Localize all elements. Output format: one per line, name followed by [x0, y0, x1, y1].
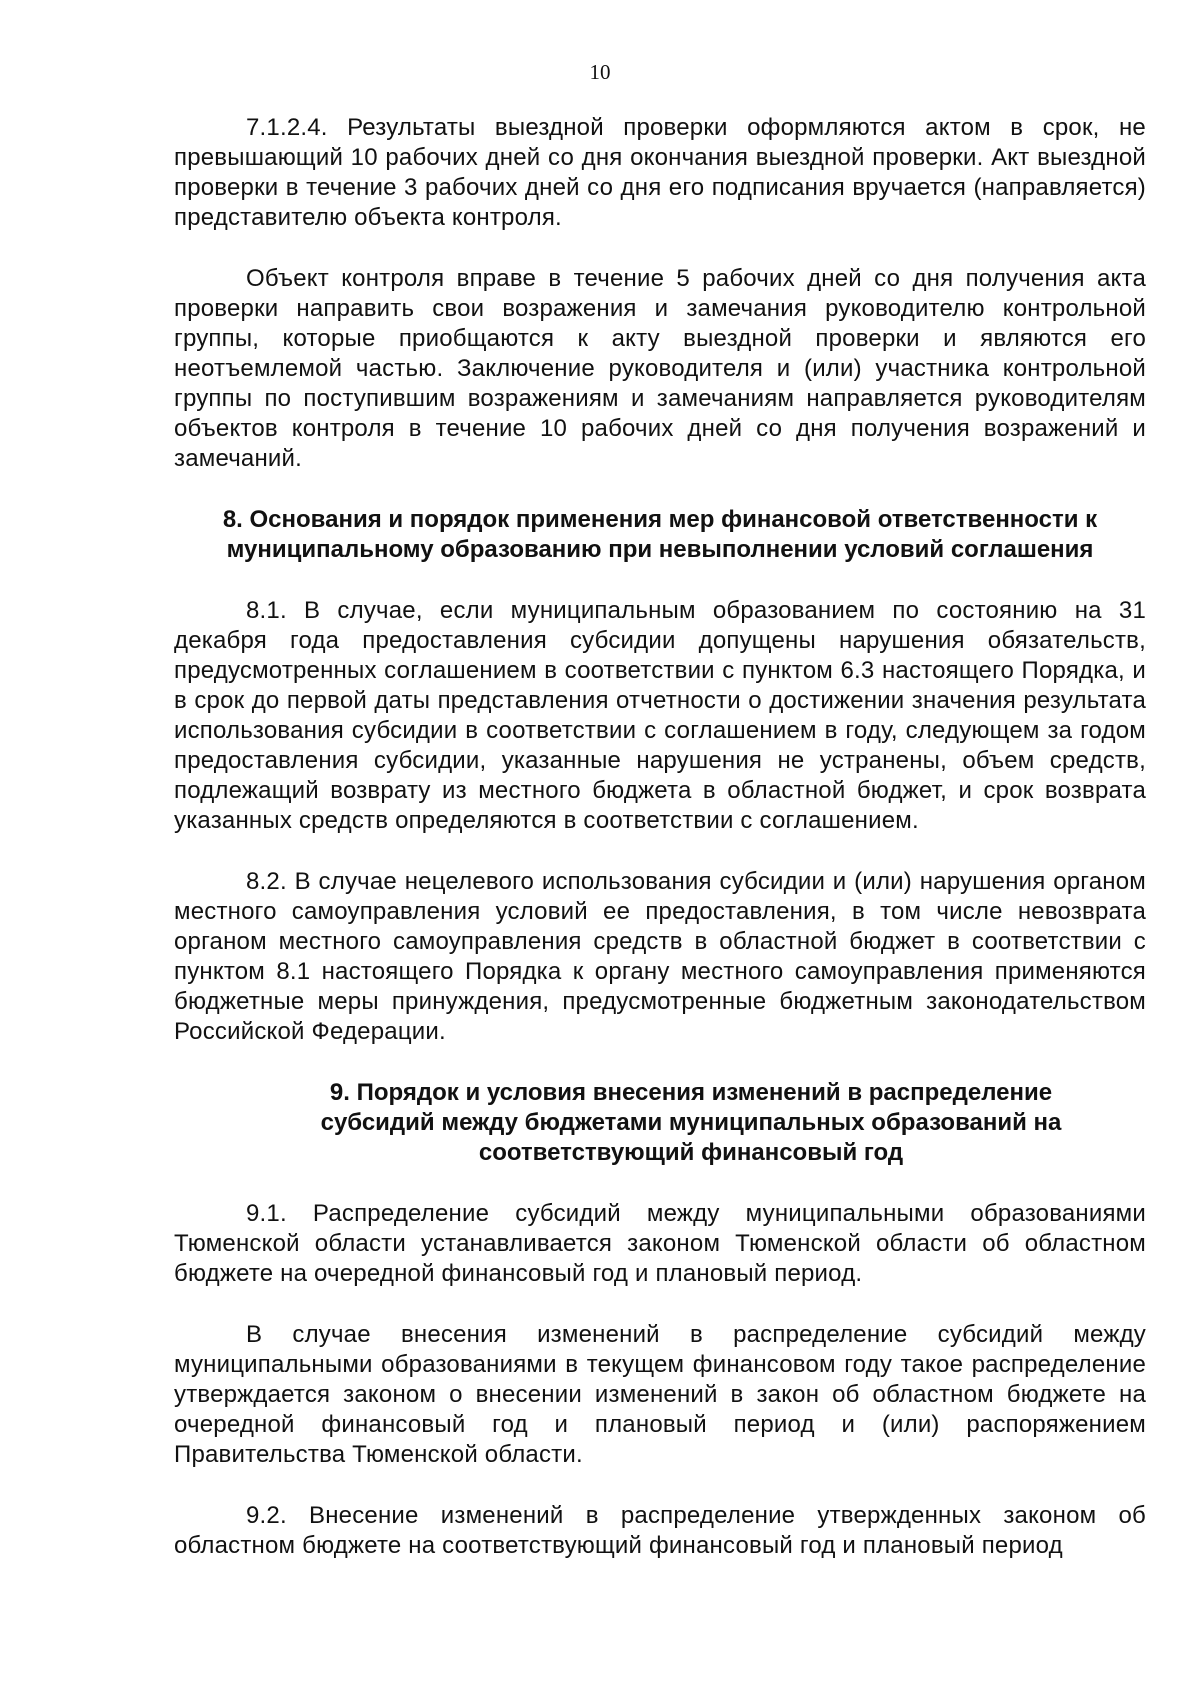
section-8-heading: 8. Основания и порядок применения мер финансовой ответственности к муниципальному образованию при невыполнении условий соглашения — [222, 506, 1098, 563]
document-body — [174, 113, 1146, 1561]
page-number: 10 — [589, 60, 611, 84]
paragraph-9-1: 9.1. Распределение субсидий между муниципальными образованиями Тюменской области устанавливается законом Тюменской области об областном бюджете на очередной финансовый год и плановый период. — [174, 1200, 1146, 1287]
paragraph-8-2: 8.2. В случае нецелевого использования субсидии и (или) нарушения органом местного самоуправления условий ее предоставления, в том числе невозврата органом местного самоуправления средств в областной бюджет в соответствии с пунктом 8.1 настоящего Порядка к органу местного самоуправления применяются бюджетные меры принуждения, предусмотренные бюджетным законодательством Российской Федерации. — [174, 868, 1146, 1045]
paragraph-7-1-2-4: 7.1.2.4. Результаты выездной проверки оформляются актом в срок, не превышающий 10 рабочих дней со дня окончания выездной проверки. Акт выездной проверки в течение 3 рабочих дней со дня его подписания вручается (направляется) представителю объекта контроля. — [174, 114, 1146, 231]
paragraph-objection: Объект контроля вправе в течение 5 рабочих дней со дня получения акта проверки направить свои возражения и замечания руководителю контрольной группы, которые приобщаются к акту выездной проверки и являются его неотъемлемой частью. Заключение руководителя и (или) участника контрольной группы по поступившим возражениям и замечаниям направляется руководителям объектов контроля в течение 10 рабочих дней со дня получения возражений и замечаний. — [174, 265, 1146, 472]
paragraph-9-2: 9.2. Внесение изменений в распределение утвержденных законом об областном бюджете на соответствующий финансовый год и плановый период — [174, 1502, 1146, 1559]
paragraph-8-1: 8.1. В случае, если муниципальным образованием по состоянию на 31 декабря года предоставления субсидии допущены нарушения обязательств, предусмотренных соглашением в соответствии с пунктом 6.3 настоящего Порядка, и в срок до первой даты представления отчетности о достижении значения результата использования субсидии в соответствии с соглашением в году, следующем за годом предоставления субсидии, указанные нарушения не устранены, объем средств, подлежащий возврату из местного бюджета в областной бюджет, и срок возврата указанных средств определяются в соответствии с соглашением. — [174, 597, 1146, 834]
paragraph-9-1-change: В случае внесения изменений в распределение субсидий между муниципальными образованиями в текущем финансовом году такое распределение утверждается законом о внесении изменений в закон об областном бюджете на очередной финансовый год и плановый период и (или) распоряжением Правительства Тюменской области. — [174, 1321, 1146, 1468]
section-9-heading: 9. Порядок и условия внесения изменений в распределение субсидий между бюджетами муниципальных образований на соответствующий финансовый год — [320, 1079, 1062, 1166]
